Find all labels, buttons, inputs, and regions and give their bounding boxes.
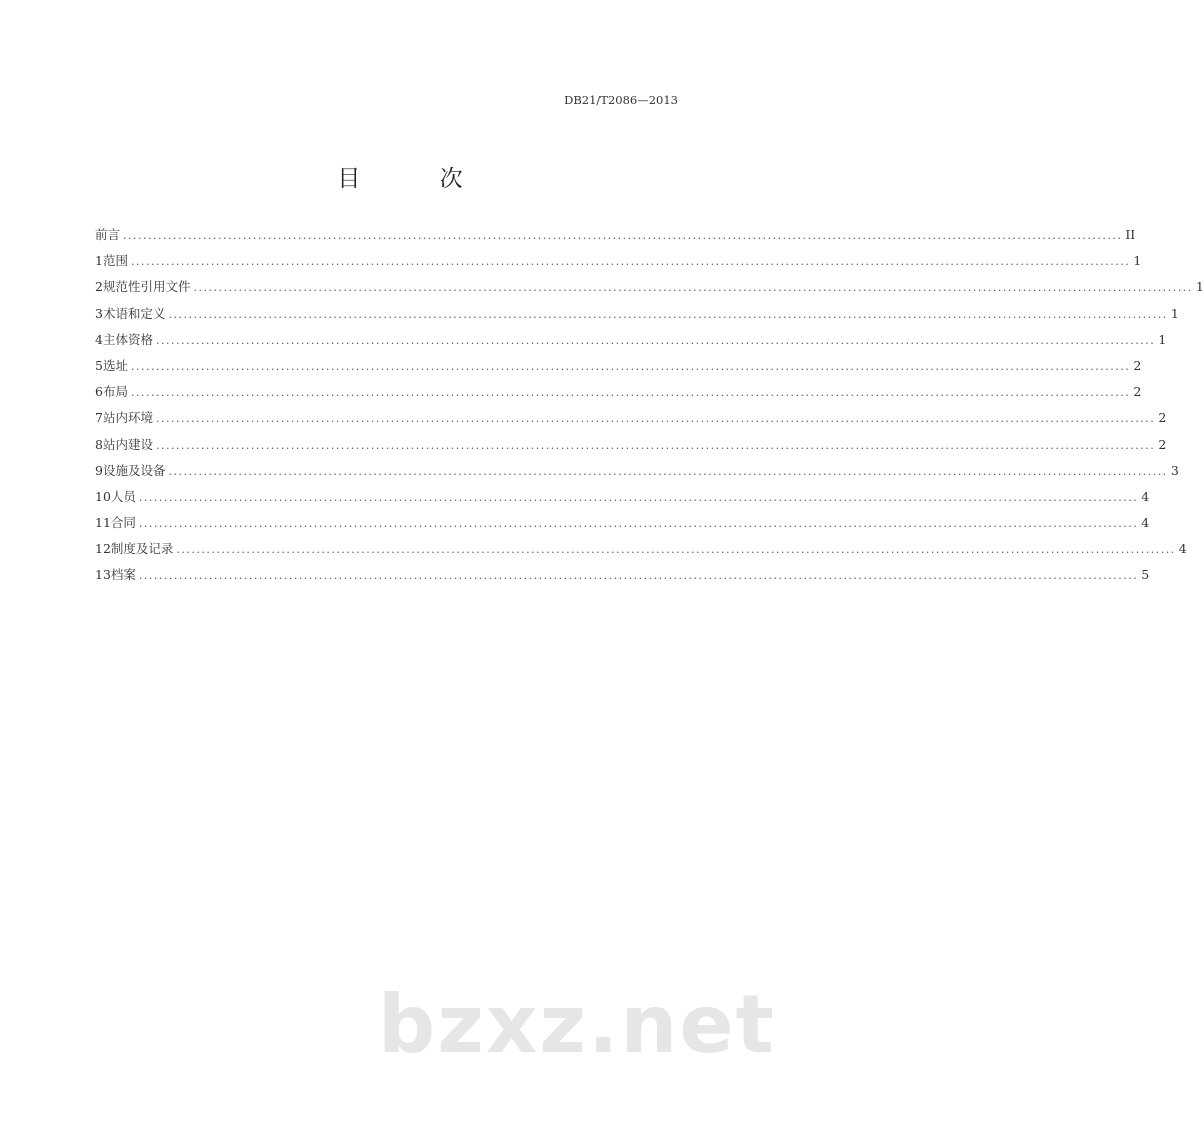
toc-entry-label: 术语和定义: [102, 305, 166, 321]
toc-entry-number: 9: [95, 462, 103, 478]
toc-entry-label: 布局: [102, 384, 128, 400]
toc-entry-label: 档案: [110, 567, 136, 583]
toc-entry-page: II: [1125, 227, 1136, 242]
toc-entry-number: 10: [95, 488, 111, 504]
toc-leader-dots: ........................................................................................................................................................................................................: [193, 281, 1193, 295]
toc-entry-number: 13: [95, 567, 111, 583]
toc-entry-page: 1: [1158, 331, 1167, 347]
table-of-contents: [95, 225, 1204, 592]
toc-leader-dots: ........................................................................................................................................................................................................: [168, 307, 1168, 321]
toc-leader-dots: ........................................................................................................................................................................................................: [138, 517, 1139, 531]
watermark-logo: bzxz.net: [378, 978, 776, 1071]
toc-entry-label: 站内建设: [102, 436, 153, 452]
toc-entry-page: 2: [1158, 436, 1167, 452]
toc-entry[interactable]: [95, 382, 1142, 408]
toc-entry-label: 规范性引用文件: [102, 279, 191, 295]
toc-entry-label: 人员: [110, 488, 136, 504]
toc-leader-dots: ........................................................................................................................................................................................................: [138, 569, 1139, 583]
toc-leader-dots: ........................................................................................................................................................................................................: [176, 543, 1176, 557]
toc-leader-dots: ........................................................................................................................................................................................................: [155, 333, 1156, 347]
toc-leader-dots: ........................................................................................................................................................................................................: [123, 229, 1123, 242]
toc-entry-number: 3: [95, 305, 103, 321]
toc-entry-number: 8: [95, 436, 103, 452]
toc-leader-dots: ........................................................................................................................................................................................................: [168, 464, 1168, 478]
toc-entry-page: 1: [1133, 253, 1142, 269]
toc-entry-page: 3: [1170, 462, 1179, 478]
toc-leader-dots: ........................................................................................................................................................................................................: [155, 438, 1156, 452]
toc-entry-label: 选址: [102, 357, 128, 373]
toc-entry-label: 前言: [95, 227, 121, 242]
toc-entry[interactable]: [95, 513, 1150, 539]
toc-entry-label: 制度及记录: [110, 541, 174, 557]
toc-entry-page: 4: [1141, 488, 1150, 504]
toc-entry-number: 7: [95, 410, 103, 426]
toc-entry[interactable]: [95, 565, 1150, 591]
toc-entry-number: 4: [95, 331, 103, 347]
toc-entry[interactable]: [95, 539, 1187, 565]
toc-entry-number: 5: [95, 357, 103, 373]
toc-entry-label: 合同: [110, 515, 136, 531]
toc-entry[interactable]: [95, 225, 1136, 251]
toc-entry-page: 5: [1141, 567, 1150, 583]
toc-entry[interactable]: [95, 435, 1167, 461]
toc-entry-page: 4: [1178, 541, 1187, 557]
toc-leader-dots: ........................................................................................................................................................................................................: [138, 490, 1139, 504]
toc-entry-number: 11: [95, 515, 111, 531]
toc-entry-label: 范围: [102, 253, 128, 269]
toc-leader-dots: ........................................................................................................................................................................................................: [130, 359, 1131, 373]
toc-entry-page: 2: [1133, 357, 1142, 373]
toc-entry-label: 设施及设备: [102, 462, 166, 478]
toc-entry-page: 1: [1195, 279, 1204, 295]
toc-entry[interactable]: [95, 461, 1179, 487]
toc-entry-number: 1: [95, 253, 103, 269]
toc-entry-number: 12: [95, 541, 111, 557]
toc-entry[interactable]: [95, 251, 1142, 277]
toc-leader-dots: ........................................................................................................................................................................................................: [130, 386, 1131, 400]
toc-entry-number: 2: [95, 279, 103, 295]
toc-entry-page: 2: [1133, 384, 1142, 400]
toc-entry[interactable]: [95, 408, 1167, 434]
toc-leader-dots: ........................................................................................................................................................................................................: [130, 255, 1131, 269]
toc-entry-page: 1: [1170, 305, 1179, 321]
toc-entry-page: 2: [1158, 410, 1167, 426]
toc-entry[interactable]: [95, 330, 1167, 356]
toc-entry-number: 6: [95, 384, 103, 400]
toc-leader-dots: ........................................................................................................................................................................................................: [155, 412, 1156, 426]
toc-entry[interactable]: [95, 277, 1204, 303]
toc-entry-label: 主体资格: [102, 331, 153, 347]
toc-title: 目 次: [337, 166, 499, 192]
toc-entry[interactable]: [95, 304, 1179, 330]
toc-entry[interactable]: [95, 487, 1150, 513]
document-code: DB21/T2086—2013: [564, 93, 678, 107]
toc-entry-page: 4: [1141, 515, 1150, 531]
toc-entry-label: 站内环境: [102, 410, 153, 426]
toc-entry[interactable]: [95, 356, 1142, 382]
